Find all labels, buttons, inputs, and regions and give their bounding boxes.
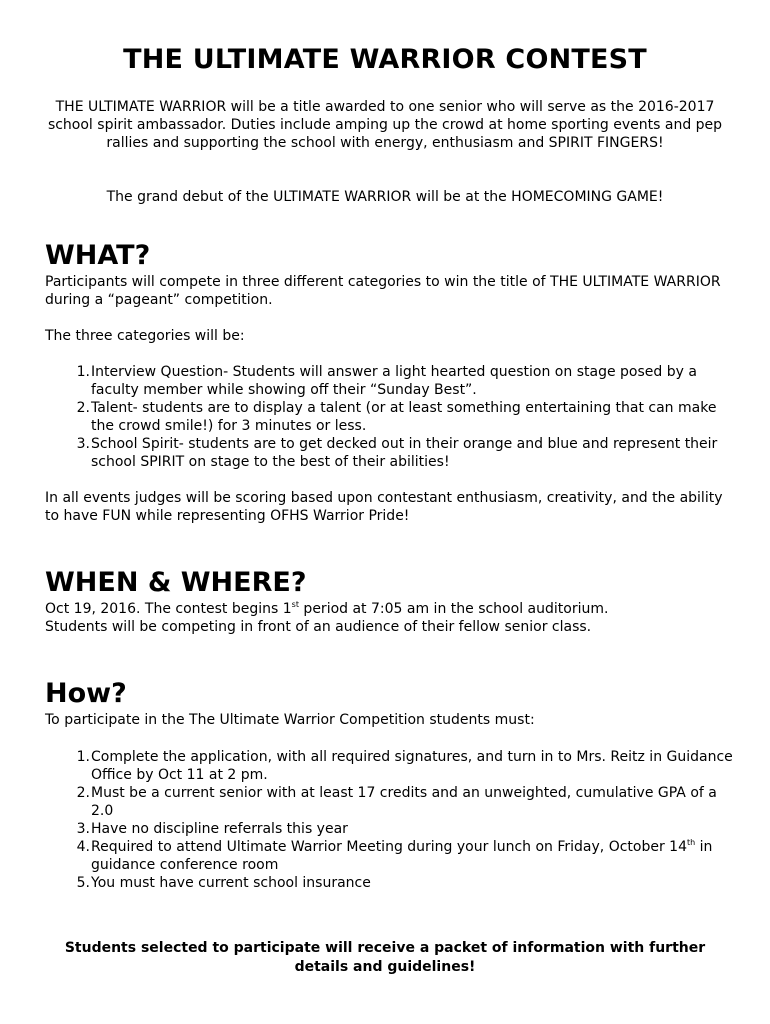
list-text: School Spirit- students are to get decked out in their orange and blue and represent their school SPIRIT on stage to the best of their abilities! [91, 436, 718, 470]
list-number: 2. [76, 785, 90, 801]
list-text: Talent- students are to display a talent (or at least something entertaining that can make the crowd smile!) for 3 minutes or less. [91, 400, 717, 434]
list-number: 3. [76, 821, 90, 837]
how-heading: How? [45, 678, 127, 709]
list-text: You must have current school insurance [91, 875, 371, 891]
list-item [45, 784, 735, 820]
judging-paragraph: In all events judges will be scoring based upon contestant enthusiasm, creativity, and the ability to have FUN while representing OFHS Warrior Pride! [45, 490, 723, 524]
list-item [45, 838, 735, 874]
list-item [45, 820, 735, 838]
categories-list [45, 363, 735, 471]
categories-intro: The three categories will be: [45, 328, 245, 344]
list-number: 3. [76, 436, 90, 452]
list-number: 5. [76, 875, 90, 891]
list-text-end: in guidance conference room [91, 839, 713, 873]
list-text-sup: th [687, 838, 696, 847]
list-number: 1. [76, 364, 90, 380]
when-where-heading: WHEN & WHERE? [45, 567, 307, 598]
list-item [45, 399, 735, 435]
what-description: Participants will compete in three different categories to win the title of THE ULTIMATE WARRIOR during a “pageant” competition. [45, 274, 721, 308]
list-text: Have no discipline referrals this year [91, 821, 348, 837]
when-line2: Students will be competing in front of an audience of their fellow senior class. [45, 619, 592, 635]
debut-paragraph: The grand debut of the ULTIMATE WARRIOR will be at the HOMECOMING GAME! [106, 189, 664, 205]
when-details [45, 600, 735, 636]
when-line1-start: Oct 19, 2016. The contest begins 1 [45, 601, 292, 617]
intro-paragraph: THE ULTIMATE WARRIOR will be a title awarded to one senior who will serve as the 2016-2017 school spirit ambassador. Duties include amping up the crowd at home sporting events and pep rallies and supporting the school with energy, enthusiasm and SPIRIT FINGERS! [47, 99, 723, 151]
list-text: Complete the application, with all required signatures, and turn in to Mrs. Reitz in Guidance Office by Oct 11 at 2 pm. [91, 749, 733, 783]
list-text-start: Required to attend Ultimate Warrior Meeting during your lunch on Friday, October 14 [91, 839, 687, 855]
list-text: Must be a current senior with at least 17 credits and an unweighted, cumulative GPA of a 2.0 [91, 785, 717, 819]
what-heading: WHAT? [45, 240, 151, 271]
list-item [45, 363, 735, 399]
list-item [45, 435, 735, 471]
list-text: Interview Question- Students will answer a light hearted question on stage posed by a faculty member while showing off their “Sunday Best”. [91, 364, 697, 398]
closing-note: Students selected to participate will receive a packet of information with further details and guidelines! [64, 940, 706, 975]
list-item [45, 748, 735, 784]
when-line1-sup: st [291, 600, 299, 609]
how-intro: To participate in the The Ultimate Warrior Competition students must: [45, 712, 535, 728]
list-number: 4. [76, 839, 90, 855]
list-text [91, 838, 735, 874]
requirements-list [45, 748, 735, 892]
list-number: 1. [76, 749, 90, 765]
page-title: THE ULTIMATE WARRIOR CONTEST [123, 44, 647, 75]
when-line1-end: period at 7:05 am in the school auditorium. [298, 601, 609, 617]
list-item [45, 874, 735, 892]
list-number: 2. [76, 400, 90, 416]
